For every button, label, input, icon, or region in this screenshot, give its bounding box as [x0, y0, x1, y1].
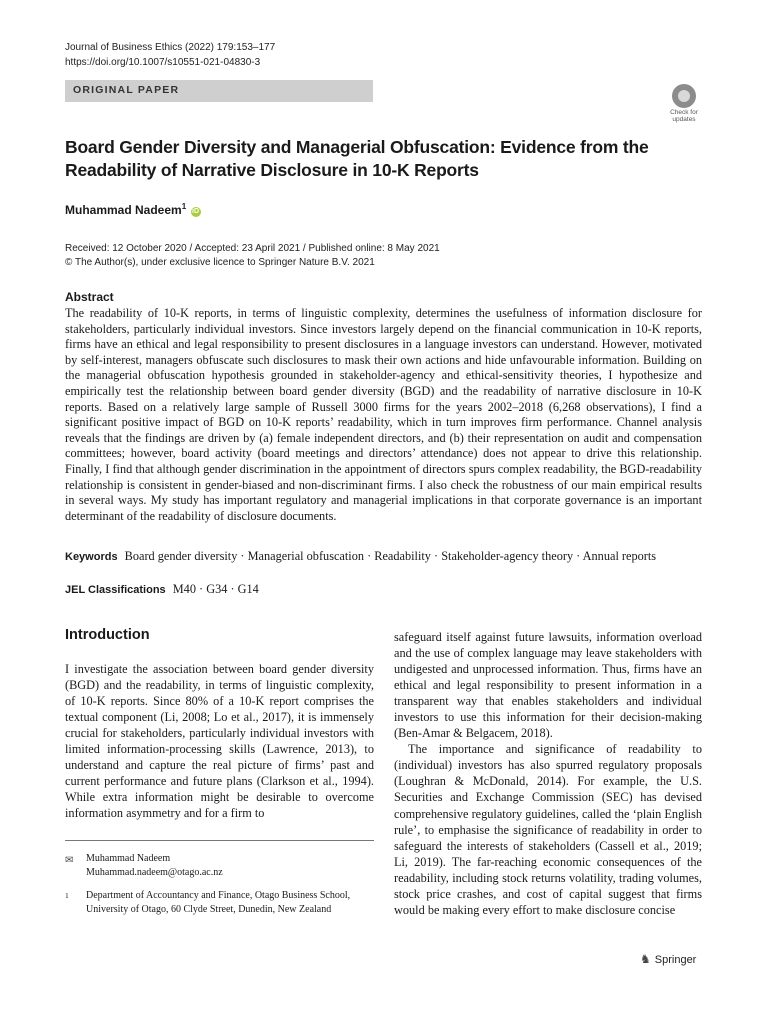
copyright-line: © The Author(s), under exclusive licence to Springer Nature B.V. 2021 [65, 257, 375, 268]
jel-line [65, 582, 705, 597]
springer-horse-icon: ♞ [640, 952, 651, 966]
left-column [65, 661, 374, 821]
right-column [394, 629, 702, 918]
keywords-text: Board gender diversity · Managerial obfuscation · Readability · Stakeholder-agency theory · Annual reports [124, 549, 657, 563]
paper-type-label: ORIGINAL PAPER [73, 84, 180, 96]
dates-line: Received: 12 October 2020 / Accepted: 23 April 2021 / Published online: 8 May 2021 [65, 243, 440, 254]
abstract-heading: Abstract [65, 290, 114, 304]
intro-paragraph-2: The importance and significance of readability to (individual) investors has also spurred regulatory proposals (Loughran & McDonald, 2014). For example, the U.S. Securities and Exchange Commission (SEC) has devised comprehensive regulatory guidelines, called the ‘plain English rule’, to emphasise the significance of readability in order to safeguard the interests of stakeholders (Cassell et al., 2019; Li, 2019). The far-reaching economic consequences of the readability, including stock returns volatility, trading volumes, stock price crashes, and cost of capital suggest that firms would be making every effort to make disclosure concise [394, 742, 702, 917]
author-line [65, 202, 201, 217]
check-updates-icon [672, 84, 696, 108]
orcid-icon[interactable]: iD [192, 208, 199, 215]
jel-label: JEL Classifications [65, 584, 166, 596]
corresponding-author [65, 852, 374, 879]
affiliation-text: Department of Accountancy and Finance, Otago Business School, University of Otago, 60 Clyde Street, Dunedin, New Zealand [86, 890, 351, 915]
author-name[interactable]: Muhammad Nadeem [65, 203, 182, 217]
keywords-line [65, 549, 705, 564]
paper-type-bar [65, 80, 373, 102]
author-affiliation-mark: 1 [181, 202, 187, 211]
keywords-label: Keywords [65, 551, 118, 563]
affiliation-number: 1 [65, 891, 69, 900]
contact-name: Muhammad Nadeem [86, 853, 171, 864]
publisher-name: Springer [654, 954, 697, 966]
journal-citation: Journal of Business Ethics (2022) 179:153–177 [65, 42, 276, 53]
intro-paragraph-1: I investigate the association between board gender diversity (BGD) and the readability, in terms of linguistic complexity, of 10-K reports. Since 80% of a 10-K report comprises the textual component (Li, 2008; Lo et al., 2017), it is immensely crucial for stakeholders, particularly individual investors with limited information-processing skills (Lawrence, 2013), to understand and capture the real picture of firms’ past and current performance and future plans (Clarkson et al., 1994). While extra information might be desirable to overcome information asymmetry and for a firm to [65, 662, 374, 821]
publication-dates [65, 242, 440, 270]
journal-header [65, 40, 275, 70]
introduction-heading: Introduction [65, 627, 150, 643]
abstract-text: The readability of 10-K reports, in terms of linguistic complexity, determines the usefulness of information disclosure for stakeholders, particularly individual investors. Since investors largely depend on the financial communication in 10-K reports, firms have an ethical and legal responsibility to present disclosures in a language investors can understand. However, motivated by self-interest, managers obfuscate such disclosures to mask their own actions and hide unfavourable information. Building on the managerial obfuscation hypothesis grounded in stakeholder-agency and ethical-sensitivity theories, I hypothesize and empirically test the relationship between board gender diversity (BGD) and the readability of narrative disclosure in 10-K reports. Based on a relatively large sample of Russell 3000 firms for the years 2002–2018 (6,268 observations), I find a significant positive impact of BGD on 10-K reports’ readability, which in turn improves firm performance. Channel analysis reveals that the findings are driven by (a) female independent directors, and (b) their representation on audit and compensation committees; however, board activity (board meetings and directors’ attendance) does not appear to drive this relationship. Finally, I find that although gender discrimination in the appointment of directors spurs complex readability, the BGD-readability relationship is consistent in gender-biased and non-discriminant firms. I also check the robustness of our main empirical results in several ways. My study has important regulatory and managerial implications in that corporate governance is an important determinant of the readability of disclosure documents. [65, 306, 702, 523]
paper-title: Board Gender Diversity and Managerial Obfuscation: Evidence from the Readability of Narrative Disclosure in 10-K Reports [65, 137, 649, 180]
contact-email[interactable]: Muhammad.nadeem@otago.ac.nz [86, 866, 223, 878]
intro-paragraph-1-continued: safeguard itself against future lawsuits, information overload and the use of complex language may leave stakeholders with undigested and unprocessed information. Thus, firms have an ethical and legal responsibility to present information in a transparent way that enables stakeholders and individual investors to use this information for their decision-making (Ben-Amar & Belgacem, 2018). [394, 630, 702, 741]
check-updates-label: Check for updates [670, 109, 698, 123]
affiliation-footnote [65, 889, 374, 916]
check-for-updates-badge[interactable] [664, 84, 704, 124]
doi-link[interactable]: https://doi.org/10.1007/s10551-021-04830-3 [65, 57, 261, 68]
publisher-logo [640, 952, 696, 966]
envelope-icon: ✉ [65, 855, 74, 866]
jel-text: M40 · G34 · G14 [172, 582, 259, 596]
footnote-divider [65, 840, 374, 841]
